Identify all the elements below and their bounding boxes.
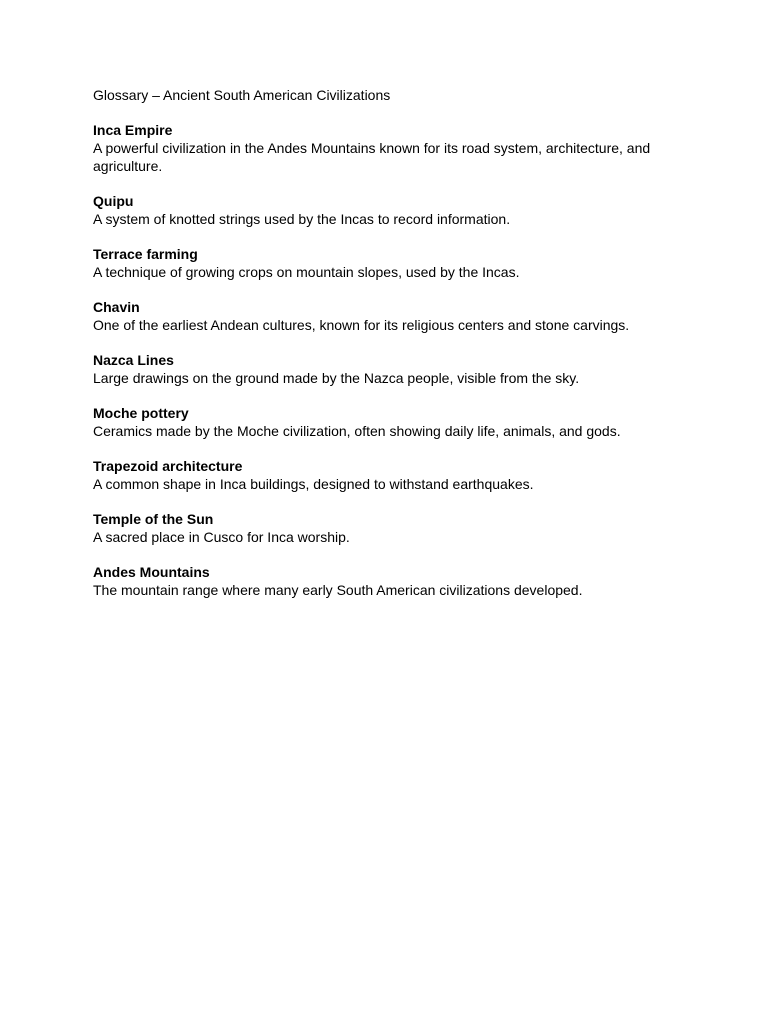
glossary-definition: A common shape in Inca buildings, designed to withstand earthquakes.: [93, 476, 534, 492]
glossary-definition: A powerful civilization in the Andes Mountains known for its road system, architecture, and agriculture.: [93, 140, 651, 174]
glossary-definition: Large drawings on the ground made by the Nazca people, visible from the sky.: [93, 370, 580, 386]
glossary-entry: [93, 457, 683, 493]
glossary-definition: A system of knotted strings used by the Incas to record information.: [93, 211, 511, 227]
glossary-entry: [93, 298, 683, 334]
glossary-definition: A sacred place in Cusco for Inca worship.: [93, 529, 350, 545]
glossary-entry: [93, 192, 683, 228]
glossary-definition: The mountain range where many early South American civilizations developed.: [93, 582, 583, 598]
glossary-entry: [93, 563, 683, 599]
glossary-term: Moche pottery: [93, 405, 189, 421]
glossary-term: Nazca Lines: [93, 352, 174, 368]
glossary-term: Terrace farming: [93, 246, 198, 262]
glossary-entry: [93, 404, 683, 440]
glossary-definition: A technique of growing crops on mountain slopes, used by the Incas.: [93, 264, 520, 280]
glossary-term: Trapezoid architecture: [93, 458, 243, 474]
glossary-entry: [93, 245, 683, 281]
glossary-definition: One of the earliest Andean cultures, known for its religious centers and stone carvings.: [93, 317, 630, 333]
glossary-entry: [93, 121, 683, 175]
glossary-term: Andes Mountains: [93, 564, 210, 580]
document-title: Glossary – Ancient South American Civilizations: [93, 87, 391, 103]
glossary-term: Quipu: [93, 193, 134, 209]
document-page: [93, 86, 683, 616]
glossary-entry: [93, 351, 683, 387]
glossary-entry: [93, 510, 683, 546]
glossary-term: Temple of the Sun: [93, 511, 214, 527]
glossary-term: Inca Empire: [93, 122, 173, 138]
glossary-term: Chavin: [93, 299, 140, 315]
glossary-definition: Ceramics made by the Moche civilization, often showing daily life, animals, and gods.: [93, 423, 621, 439]
